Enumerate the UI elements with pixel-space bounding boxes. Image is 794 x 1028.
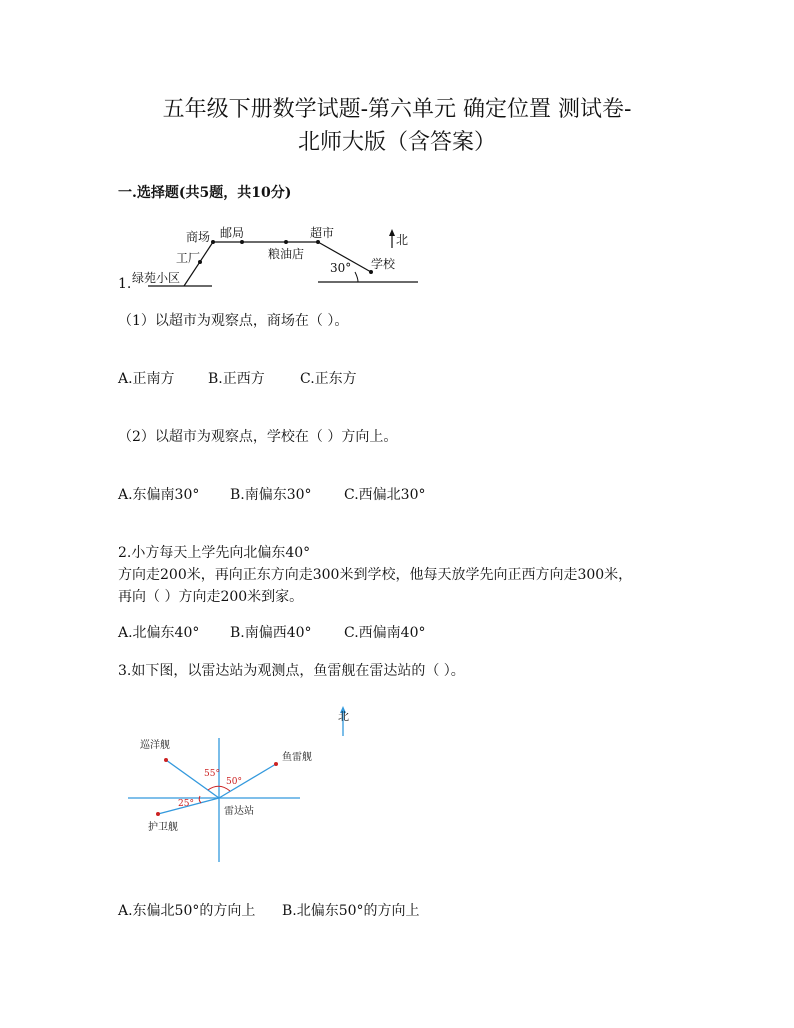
q3-radar-diagram <box>128 704 358 864</box>
q1-location-map <box>118 220 428 296</box>
radar-angle-25: 25° <box>178 799 194 809</box>
radar-angle-55: 55° <box>204 769 220 779</box>
map-label-youju: 邮局 <box>220 226 245 240</box>
q1-sub2-option-b: B.南偏东30° <box>230 487 312 503</box>
map-label-xuexiao: 学校 <box>371 257 396 271</box>
q1-number: 1. <box>118 276 132 292</box>
map-label-chaoshi: 超市 <box>310 226 335 240</box>
map-label-bei: 北 <box>396 233 409 247</box>
map-label-angle: 30° <box>330 261 352 275</box>
q1-sub2-text: （2）以超市为观察点，学校在（ ）方向上。 <box>118 429 398 445</box>
q2-option-b: B.南偏西40° <box>230 625 312 641</box>
q1-sub1-text: （1）以超市为观察点，商场在（ ）。 <box>118 313 349 329</box>
map-label-lvyuan: 绿苑小区 <box>132 271 181 285</box>
section-heading: 一.选择题(共5题，共10分) <box>118 185 292 201</box>
document-title-line1: 五年级下册数学试题-第六单元 确定位置 测试卷- <box>162 97 632 122</box>
radar-angle-50: 50° <box>226 777 242 787</box>
document-title-line2: 北师大版（含答案） <box>297 130 496 155</box>
radar-label-huwei: 护卫舰 <box>148 822 178 833</box>
map-label-gongchang: 工厂 <box>176 251 201 265</box>
q2-line3: 再向（ ）方向走200米到家。 <box>118 589 304 605</box>
q1-sub1-option-a: A.正南方 <box>118 371 175 387</box>
radar-label-leida: 雷达站 <box>224 806 254 817</box>
q1-sub1-option-c: C.正东方 <box>300 371 357 387</box>
q2-line2: 方向走200米，再向正东方向走300米到学校，他每天放学先向正西方向走300米， <box>118 567 633 583</box>
radar-label-xunyang: 巡洋舰 <box>140 740 170 751</box>
q1-sub2-option-a: A.东偏南30° <box>118 487 200 503</box>
radar-label-yulei: 鱼雷舰 <box>282 752 312 763</box>
q2-option-a: A.北偏东40° <box>118 625 200 641</box>
q1-sub1-option-b: B.正西方 <box>208 371 265 387</box>
q3-option-b: B.北偏东50°的方向上 <box>282 903 420 919</box>
q3-text: 3.如下图，以雷达站为观测点，鱼雷舰在雷达站的（ ）。 <box>118 663 465 679</box>
map-label-liangyoudian: 粮油店 <box>268 247 305 261</box>
q3-option-a: A.东偏北50°的方向上 <box>118 903 256 919</box>
q1-sub2-option-c: C.西偏北30° <box>344 487 426 503</box>
q2-line1: 2.小方每天上学先向北偏东40° <box>118 545 311 561</box>
radar-label-bei: 北 <box>338 710 349 723</box>
map-label-shangchang: 商场 <box>186 230 211 244</box>
q2-option-c: C.西偏南40° <box>344 625 426 641</box>
